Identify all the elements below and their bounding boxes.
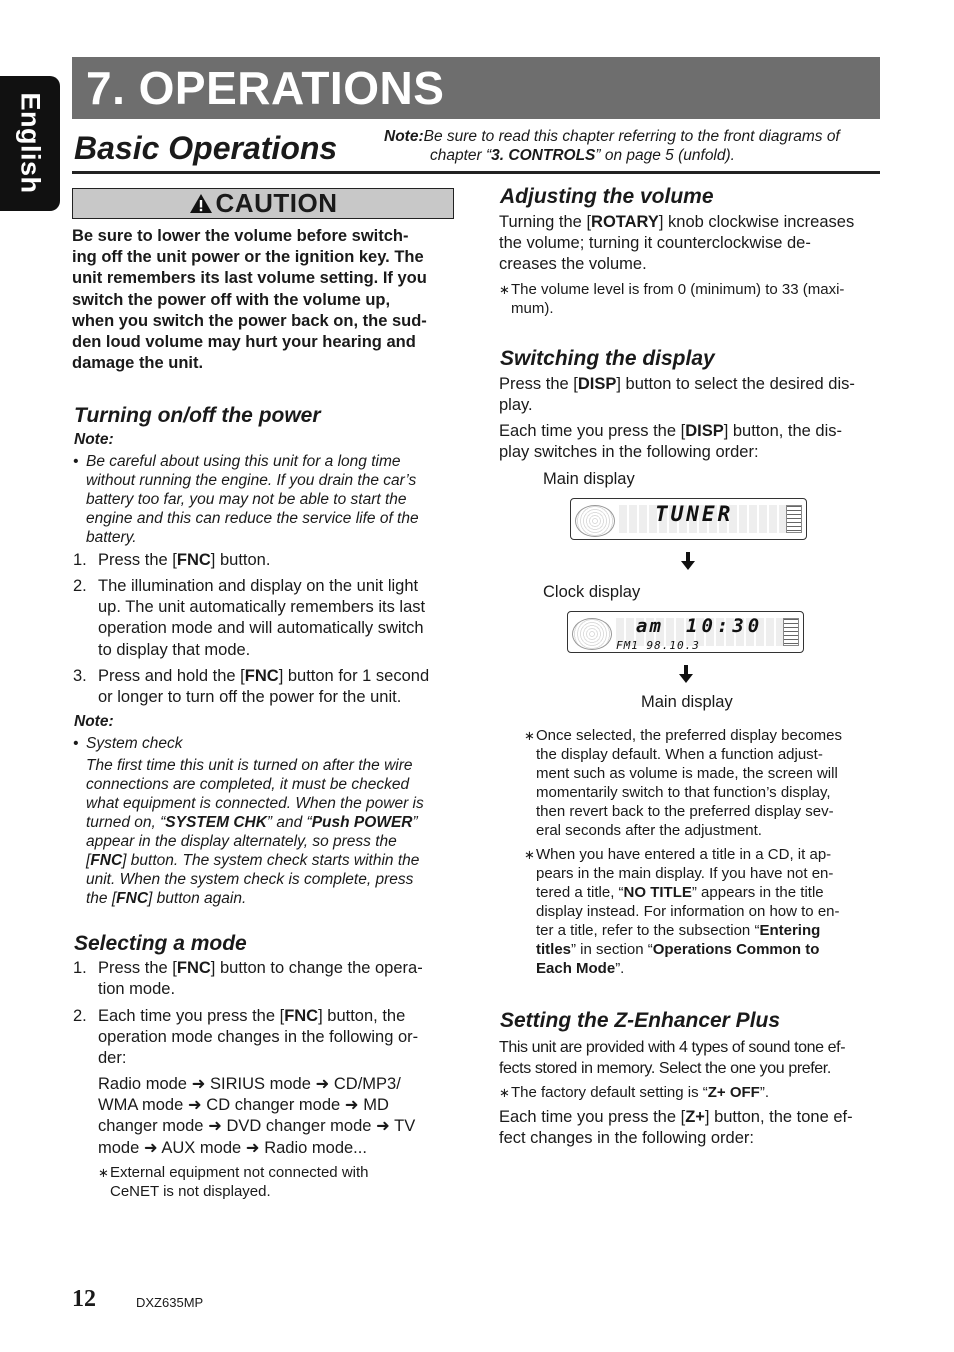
fnc-button-ref: FNC bbox=[176, 959, 211, 977]
caution-line: den loud volume may hurt your hearing and bbox=[72, 333, 416, 352]
top-note-label: Note: bbox=[384, 128, 424, 145]
footnote-line: When you have entered a title in a CD, it ap- bbox=[536, 846, 832, 863]
top-note-controls-ref: 3. CONTROLS bbox=[491, 147, 596, 164]
step-text-pre: Press and hold the [ bbox=[98, 667, 245, 685]
display-text-1 bbox=[499, 374, 884, 416]
lcd-clock-display bbox=[567, 611, 804, 653]
step-line: der: bbox=[98, 1049, 127, 1068]
entering-titles-ref: Entering bbox=[759, 922, 821, 939]
top-note-line2 bbox=[384, 146, 884, 165]
mode-heading: Selecting a mode bbox=[74, 932, 247, 955]
top-note-line2-pre: chapter “ bbox=[430, 147, 492, 164]
top-note-line1: Be sure to read this chapter referring to the front diagrams of bbox=[423, 128, 840, 145]
footnote-line bbox=[536, 883, 840, 902]
volume-line: the volume; turning it counterclockwise de- bbox=[499, 234, 811, 253]
text-run: ] button. The system check starts within the bbox=[122, 852, 420, 869]
volume-text bbox=[499, 212, 884, 276]
system-check-line: connections are completed, it must be checked bbox=[86, 776, 410, 793]
display-line bbox=[499, 421, 884, 442]
power-heading: Turning on/off the power bbox=[74, 404, 321, 427]
system-check-text bbox=[86, 756, 466, 908]
system-check-line: appear in the display alternately, so press the bbox=[86, 833, 397, 850]
lcd-frequency-text: FM1 98.10.3 bbox=[616, 639, 700, 652]
caution-line: when you switch the power back on, the sud- bbox=[72, 311, 427, 330]
step-number: 1. bbox=[73, 959, 87, 977]
lcd-time-text: 10:30 bbox=[686, 615, 764, 637]
lcd-am-text: am bbox=[636, 615, 663, 637]
footnote-line bbox=[536, 921, 840, 940]
text-run: ” in section “ bbox=[571, 941, 653, 958]
caution-text bbox=[72, 226, 458, 374]
caution-title: CAUTION bbox=[215, 188, 338, 218]
step-text bbox=[98, 576, 425, 661]
text-run: tered a title, “ bbox=[536, 884, 624, 901]
display-line bbox=[499, 374, 884, 395]
step-number: 2. bbox=[73, 577, 87, 595]
arrow-right-icon: ➜ bbox=[344, 1096, 359, 1115]
zenhancer-line: fect changes in the following order: bbox=[499, 1129, 754, 1148]
zenhancer-text bbox=[499, 1037, 889, 1079]
caution-box bbox=[72, 188, 454, 219]
system-check-line: unit. When the system check is complete, press bbox=[86, 871, 414, 888]
footnote-line: External equipment not connected with bbox=[110, 1164, 369, 1181]
step-text-post: ] button, the bbox=[318, 1007, 406, 1025]
arrow-right-icon: ➜ bbox=[143, 1138, 158, 1157]
display-footnote-2 bbox=[524, 845, 889, 980]
arrow-right-icon: ➜ bbox=[208, 1117, 222, 1136]
footnote-line: ment such as volume is made, the screen will bbox=[536, 765, 838, 782]
text-run: Press the [ bbox=[499, 375, 578, 393]
text-run: ”. bbox=[759, 1084, 770, 1101]
mode-name: AUX mode bbox=[161, 1138, 242, 1157]
step-line bbox=[98, 666, 429, 687]
zenhancer-line: fects stored in memory. Select the one you prefer. bbox=[499, 1060, 831, 1077]
power-note-text bbox=[86, 452, 419, 547]
footnote-line: the display default. When a function adjust- bbox=[536, 746, 823, 763]
caution-line: ing off the unit power or the ignition key. The bbox=[72, 248, 424, 267]
fnc-button-ref: FNC bbox=[244, 667, 279, 685]
fnc-button-ref: FNC bbox=[90, 852, 123, 869]
step-text bbox=[98, 666, 429, 708]
system-check-line: what equipment is connected. When the power is bbox=[86, 795, 424, 812]
language-tab-label: English bbox=[15, 92, 46, 194]
display-footnote-1 bbox=[524, 726, 889, 841]
display-heading: Switching the display bbox=[500, 347, 715, 370]
disc-icon bbox=[572, 618, 612, 650]
zenhancer-heading: Setting the Z-Enhancer Plus bbox=[500, 1009, 781, 1032]
entering-titles-ref: titles bbox=[536, 941, 572, 958]
top-note-line2-post: ” on page 5 (unfold). bbox=[595, 147, 735, 164]
warning-triangle-icon bbox=[189, 193, 213, 214]
volume-line bbox=[499, 212, 884, 233]
mode-name: MD bbox=[363, 1096, 389, 1115]
text-run: ” bbox=[412, 814, 418, 831]
caution-line: damage the unit. bbox=[72, 354, 204, 373]
system-check-bullet bbox=[73, 734, 463, 754]
asterisk-mark: ∗ bbox=[499, 1085, 510, 1100]
step-text bbox=[98, 1006, 418, 1070]
arrow-right-icon: ➜ bbox=[191, 1075, 206, 1093]
arrow-right-icon: ➜ bbox=[245, 1138, 260, 1157]
lcd-main-display bbox=[570, 498, 807, 540]
step-text-post: ] button to change the opera- bbox=[210, 959, 423, 977]
text-run: ] button, the dis- bbox=[723, 422, 843, 440]
level-bars-icon bbox=[786, 505, 802, 533]
main-display-label: Main display bbox=[543, 470, 635, 488]
text-run: ” and “ bbox=[266, 814, 312, 831]
power-note-line: engine and this can reduce the service life of the bbox=[86, 510, 419, 527]
fnc-button-ref: FNC bbox=[176, 551, 211, 569]
volume-footnote bbox=[499, 280, 884, 320]
display-footnote-1-text bbox=[536, 726, 842, 840]
step-text bbox=[98, 550, 270, 571]
arrow-down-icon bbox=[681, 552, 695, 570]
text-run: the [ bbox=[86, 890, 117, 907]
system-check-title: System check bbox=[86, 735, 183, 752]
power-note bbox=[73, 452, 463, 547]
asterisk-mark: ∗ bbox=[98, 1165, 109, 1180]
power-note-line: battery. bbox=[86, 529, 137, 546]
chapter-title: 7. OPERATIONS bbox=[86, 62, 445, 114]
mode-sequence bbox=[98, 1074, 468, 1159]
step-line: operation mode changes in the following or- bbox=[98, 1028, 419, 1047]
arrow-right-icon: ➜ bbox=[376, 1117, 390, 1136]
mode-name: Radio mode... bbox=[264, 1138, 367, 1157]
top-note bbox=[384, 127, 884, 165]
system-check-line bbox=[86, 851, 466, 870]
zenhancer-footnote bbox=[499, 1083, 884, 1103]
step-text-post: ] button for 1 second bbox=[278, 667, 430, 685]
footnote-line bbox=[536, 959, 840, 978]
clock-display-label: Clock display bbox=[543, 583, 641, 601]
power-note-line: battery too far, you may not be able to start the bbox=[86, 491, 407, 508]
mode-name: DVD changer mode bbox=[226, 1117, 372, 1136]
text-run: ” appears in the title bbox=[691, 884, 824, 901]
lcd-tuner-text: TUNER bbox=[655, 502, 734, 526]
push-power-label: Push POWER bbox=[311, 814, 413, 831]
text-run: ] knob clockwise increases bbox=[658, 213, 855, 231]
mode-name: SIRIUS mode bbox=[210, 1075, 311, 1093]
text-run: Turning the [ bbox=[499, 213, 592, 231]
text-run: [ bbox=[86, 852, 91, 869]
disp-button-ref: DISP bbox=[685, 422, 724, 440]
display-footnote-2-text bbox=[536, 845, 840, 978]
power-note-line: Be careful about using this unit for a long time bbox=[86, 453, 401, 470]
mode-name: Radio mode bbox=[98, 1075, 187, 1093]
disc-icon bbox=[575, 505, 615, 537]
page-number: 12 bbox=[72, 1286, 96, 1312]
chapter-header bbox=[72, 57, 880, 119]
step-line bbox=[98, 1006, 418, 1027]
fnc-button-ref: FNC bbox=[284, 1007, 319, 1025]
caution-line: switch the power off with the volume up, bbox=[72, 290, 391, 309]
mode-name: CD changer mode bbox=[206, 1096, 341, 1115]
step-line: or longer to turn off the power for the unit. bbox=[98, 688, 402, 707]
mode-name: TV bbox=[394, 1117, 416, 1136]
footnote-line: Once selected, the preferred display becomes bbox=[536, 727, 842, 744]
power-note-label: Note: bbox=[74, 431, 114, 448]
model-number: DXZ635MP bbox=[136, 1295, 204, 1310]
system-check-line bbox=[86, 813, 466, 832]
text-run: ter a title, refer to the subsection “ bbox=[536, 922, 760, 939]
zenhancer-line bbox=[499, 1107, 889, 1128]
bullet-mark: • bbox=[73, 453, 79, 470]
zenhancer-text-2 bbox=[499, 1107, 889, 1149]
footnote-line bbox=[536, 940, 840, 959]
caution-line: Be sure to lower the volume before switch- bbox=[72, 227, 409, 245]
text-run: The factory default setting is “ bbox=[511, 1084, 708, 1101]
step-number: 1. bbox=[73, 551, 87, 569]
step-line: The illumination and display on the unit light bbox=[98, 577, 419, 595]
step-text bbox=[98, 958, 423, 1000]
text-run: ] button to select the desired dis- bbox=[616, 375, 855, 393]
text-run: ”. bbox=[615, 960, 625, 977]
display-line: play. bbox=[499, 396, 533, 415]
mode-name: WMA mode bbox=[98, 1096, 184, 1115]
caution-line: unit remembers its last volume setting. If you bbox=[72, 269, 427, 288]
step-text-pre: Press the [ bbox=[98, 959, 177, 977]
text-run: Each time you press the [ bbox=[499, 422, 686, 440]
footnote-line: mum). bbox=[511, 300, 554, 317]
step-number: 2. bbox=[73, 1007, 87, 1025]
footnote-line: CeNET is not displayed. bbox=[110, 1183, 271, 1200]
main-display-label-2: Main display bbox=[641, 693, 733, 711]
asterisk-mark: ∗ bbox=[499, 282, 510, 297]
step-line: up. The unit automatically remembers its last bbox=[98, 598, 426, 617]
mode-name: mode bbox=[98, 1138, 140, 1157]
arrow-right-icon: ➜ bbox=[315, 1075, 330, 1093]
arrow-right-icon: ➜ bbox=[187, 1096, 202, 1115]
step-text-pre: Each time you press the [ bbox=[98, 1007, 285, 1025]
fnc-button-ref: FNC bbox=[116, 890, 149, 907]
mode-sequence-line bbox=[98, 1138, 468, 1159]
disp-button-ref: DISP bbox=[577, 375, 617, 393]
mode-footnote bbox=[98, 1163, 468, 1203]
mode-name: CD/MP3/ bbox=[333, 1075, 401, 1093]
mode-sequence-line bbox=[98, 1116, 468, 1137]
footnote-line: momentarily switch to that function’s display, bbox=[536, 784, 831, 801]
footnote-line: display instead. For information on how to en- bbox=[536, 903, 840, 920]
rotary-knob-ref: ROTARY bbox=[591, 213, 659, 231]
display-text-2 bbox=[499, 421, 884, 463]
volume-heading: Adjusting the volume bbox=[500, 185, 714, 208]
step-text-pre: Press the [ bbox=[98, 551, 177, 569]
footnote-line: eral seconds after the adjustment. bbox=[536, 822, 762, 839]
system-note-label: Note: bbox=[74, 713, 114, 730]
z-off-label: Z+ OFF bbox=[707, 1084, 760, 1101]
system-check-line: The first time this unit is turned on after the wire bbox=[86, 757, 413, 774]
system-chk-label: SYSTEM CHK bbox=[165, 814, 267, 831]
volume-footnote-text bbox=[511, 280, 844, 318]
language-tab bbox=[0, 76, 60, 211]
text-run: ] button, the tone ef- bbox=[704, 1108, 853, 1126]
power-note-line: without running the engine. If you drain the car’s bbox=[86, 472, 417, 489]
section-title: Basic Operations bbox=[74, 130, 338, 166]
mode-sequence-line bbox=[98, 1074, 468, 1095]
text-run: turned on, “ bbox=[86, 814, 166, 831]
zenhancer-footnote-text bbox=[511, 1083, 769, 1102]
text-run: Each time you press the [ bbox=[499, 1108, 686, 1126]
mode-name: changer mode bbox=[98, 1117, 204, 1136]
operations-common-ref: Operations Common to bbox=[652, 941, 820, 958]
footnote-line: pears in the main display. If you have not en- bbox=[536, 865, 834, 882]
header-rule bbox=[72, 171, 880, 174]
system-check-line bbox=[86, 889, 466, 908]
step-number: 3. bbox=[73, 667, 87, 685]
footnote-line: The volume level is from 0 (minimum) to 33 (maxi- bbox=[511, 281, 845, 298]
footnote-line: then revert back to the preferred display sev- bbox=[536, 803, 834, 820]
z-button-ref: Z+ bbox=[685, 1108, 705, 1126]
no-title-label: NO TITLE bbox=[623, 884, 692, 901]
volume-line: creases the volume. bbox=[499, 255, 647, 274]
operations-common-ref: Each Mode bbox=[536, 960, 616, 977]
step-line: tion mode. bbox=[98, 980, 176, 999]
mode-sequence-line bbox=[98, 1095, 468, 1116]
step-line: operation mode and will automatically switch bbox=[98, 619, 424, 638]
step-text-post: ] button. bbox=[210, 551, 271, 569]
mode-footnote-text bbox=[110, 1163, 369, 1201]
arrow-down-icon bbox=[679, 665, 693, 683]
asterisk-mark: ∗ bbox=[524, 728, 535, 743]
level-bars-icon bbox=[783, 618, 799, 646]
zenhancer-line: This unit are provided with 4 types of sound tone ef- bbox=[499, 1039, 846, 1056]
display-line: play switches in the following order: bbox=[499, 443, 759, 462]
step-line: to display that mode. bbox=[98, 640, 251, 659]
bullet-mark: • bbox=[73, 735, 79, 752]
step-line bbox=[98, 958, 423, 979]
text-run: ] button again. bbox=[148, 890, 247, 907]
asterisk-mark: ∗ bbox=[524, 847, 535, 862]
